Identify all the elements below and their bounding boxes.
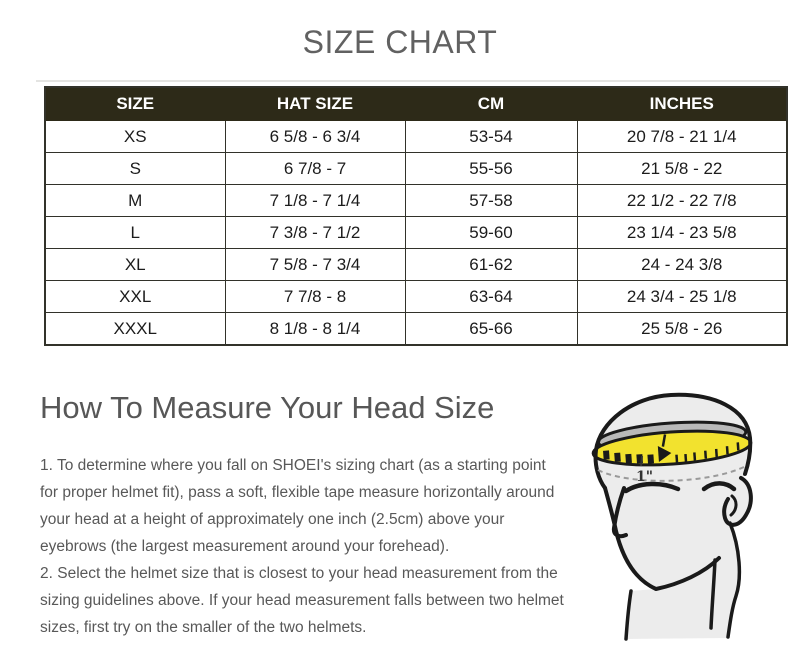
inch-tick <box>641 456 642 466</box>
cell-size: XXXL <box>45 313 225 346</box>
column-header-size: SIZE <box>45 87 225 121</box>
cell-cm: 53-54 <box>405 121 577 153</box>
cell-hat: 6 7/8 - 7 <box>225 153 405 185</box>
table-row <box>45 249 787 281</box>
page-title: SIZE CHART <box>302 24 498 60</box>
table-row <box>45 121 787 153</box>
size-chart-section <box>44 86 786 346</box>
table-header-row <box>45 87 787 121</box>
cell-cm: 65-66 <box>405 313 577 346</box>
table-row <box>45 153 787 185</box>
cell-hat: 7 7/8 - 8 <box>225 281 405 313</box>
howto-step-2: 2. Select the helmet size that is closest to your head measurement from the sizing guidelines above. If your head measurement falls between two helmet sizes, first try on the smaller of the two helmets. <box>40 565 564 636</box>
cell-hat: 6 5/8 - 6 3/4 <box>225 121 405 153</box>
cell-cm: 55-56 <box>405 153 577 185</box>
table-row <box>45 313 787 346</box>
table-row <box>45 185 787 217</box>
cell-cm: 57-58 <box>405 185 577 217</box>
column-header-inches: INCHES <box>577 87 787 121</box>
cell-inches: 23 1/4 - 23 5/8 <box>577 217 787 249</box>
cell-inches: 21 5/8 - 22 <box>577 153 787 185</box>
inch-label: 1" <box>636 469 654 485</box>
head-measure-illustration <box>570 388 798 656</box>
howto-step-1: 1. To determine where you fall on SHOEI's sizing chart (as a starting point for proper helmet fit), pass a soft, flexible tape measure horizontally around your head at a height of approximately one inch (2.5cm) above your eyebrows (the largest measurement around your forehead). <box>40 457 555 555</box>
cell-hat: 7 5/8 - 7 3/4 <box>225 249 405 281</box>
table-top-shadow <box>36 80 780 82</box>
cell-size: XXL <box>45 281 225 313</box>
cell-size: L <box>45 217 225 249</box>
cell-hat: 7 1/8 - 7 1/4 <box>225 185 405 217</box>
cell-inches: 22 1/2 - 22 7/8 <box>577 185 787 217</box>
cell-inches: 24 3/4 - 25 1/8 <box>577 281 787 313</box>
cell-size: XL <box>45 249 225 281</box>
cell-size: XS <box>45 121 225 153</box>
cell-size: M <box>45 185 225 217</box>
cell-hat: 7 3/8 - 7 1/2 <box>225 217 405 249</box>
cell-size: S <box>45 153 225 185</box>
cell-cm: 63-64 <box>405 281 577 313</box>
cell-cm: 59-60 <box>405 217 577 249</box>
table-row <box>45 281 787 313</box>
cell-inches: 24 - 24 3/8 <box>577 249 787 281</box>
cell-cm: 61-62 <box>405 249 577 281</box>
table-row <box>45 217 787 249</box>
column-header-hat-size: HAT SIZE <box>225 87 405 121</box>
size-chart-table <box>44 86 788 346</box>
howto-heading: How To Measure Your Head Size <box>40 390 495 425</box>
column-header-cm: CM <box>405 87 577 121</box>
cell-inches: 20 7/8 - 21 1/4 <box>577 121 787 153</box>
cell-inches: 25 5/8 - 26 <box>577 313 787 346</box>
cell-hat: 8 1/8 - 8 1/4 <box>225 313 405 346</box>
